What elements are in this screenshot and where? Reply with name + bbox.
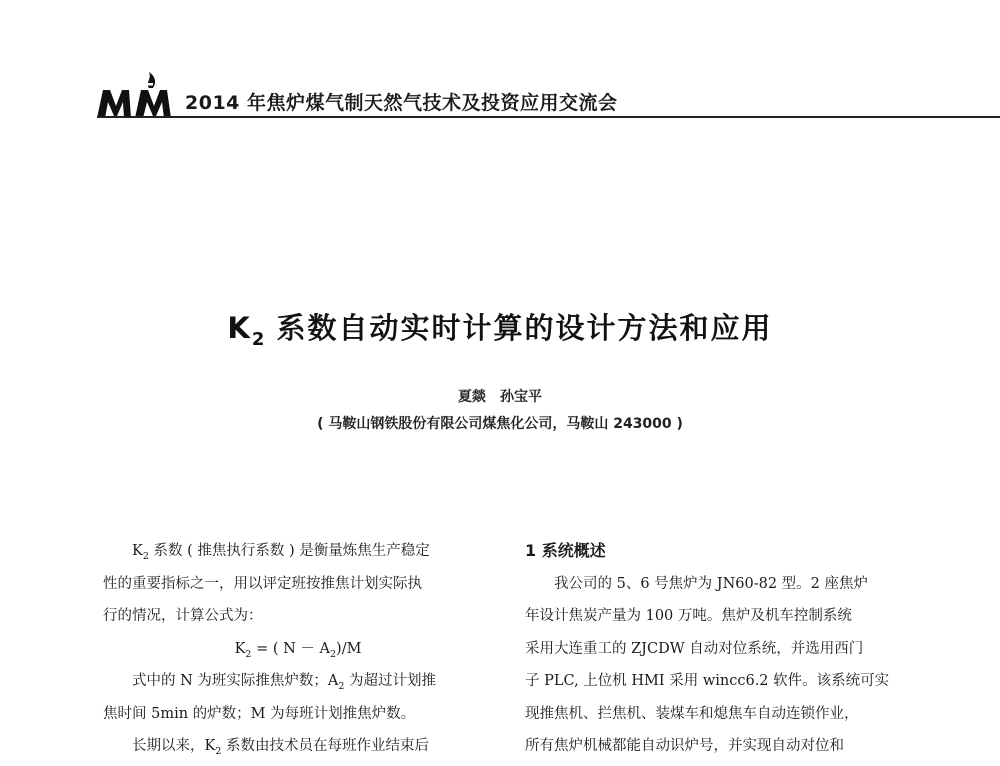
subscript: 2 [245,648,252,660]
paragraph-line [103,603,493,636]
paragraph-line [103,668,493,701]
left-column [103,538,493,766]
title-text: 系数自动实时计算的设计方法和应用 [276,311,773,345]
subscript: 2 [215,745,222,757]
author-name: 夏燚 [458,389,486,405]
section-heading: 1 系统概述 [525,541,606,560]
paragraph-line [103,733,493,766]
authors [0,386,1000,406]
header-title: 2014 年焦炉煤气制天然气技术及投资应用交流会 [185,92,618,114]
paragraph-line: 所有焦炉机械都能自动识炉号，并实现自动对位和 [525,738,844,754]
line-text: 性的重要指标之一，用以评定班按推焦计划实际执 [103,575,422,592]
author-affiliation: ( 马鞍山钢铁股份有限公司煤焦化公司，马鞍山 243000 ) [317,416,683,432]
right-column [525,538,917,766]
paragraph-line: 现推焦机、拦焦机、装煤车和熄焦车自动连锁作业， [525,705,859,722]
line-text: 焦时间 5min 的炉数；M 为每班计划推焦炉数。 [103,705,416,722]
line-text: 为超过计划推 [344,673,437,689]
paragraph-line [103,701,493,734]
line-text: 系数 ( 推焦执行系数 ) 是衡量炼焦生产稳定 [148,543,430,559]
paragraph-line: 采用大连重工的 ZJCDW 自动对位系统，并选用西门 [525,640,864,657]
line-text: 行的情况，计算公式为： [103,608,263,624]
subscript: 2 [338,680,345,692]
title-subscript: 2 [251,328,265,350]
author-name: 孙宝平 [500,389,542,405]
conference-logo-icon [97,68,179,120]
paragraph-line: 子 PLC, 上位机 HMI 采用 wincc6.2 软件。该系统可实 [525,673,890,689]
line-text: 式中的 N 为班实际推焦炉数；A [103,673,339,689]
formula-text: = ( N － A [251,640,330,657]
paragraph-line [103,571,493,604]
formula-text: )/M [336,640,362,657]
title-k: K [227,311,252,345]
paragraph-line [103,538,493,571]
paper-title [0,306,1000,350]
subscript: 2 [142,550,149,562]
paragraph-line: 年设计焦炭产量为 100 万吨。焦炉及机车控制系统 [525,608,852,624]
line-text: 系数由技术员在每班作业结束后 [221,738,429,754]
header-divider [97,116,1000,118]
formula-text: K [234,640,246,657]
formula [103,636,493,669]
journal-header [97,68,1000,120]
line-text: 长期以来，K [103,738,216,754]
subscript: 2 [329,648,337,660]
line-text: K [103,543,143,559]
paragraph-line: 我公司的 5、6 号焦炉为 JN60-82 型。2 座焦炉 [525,575,869,592]
